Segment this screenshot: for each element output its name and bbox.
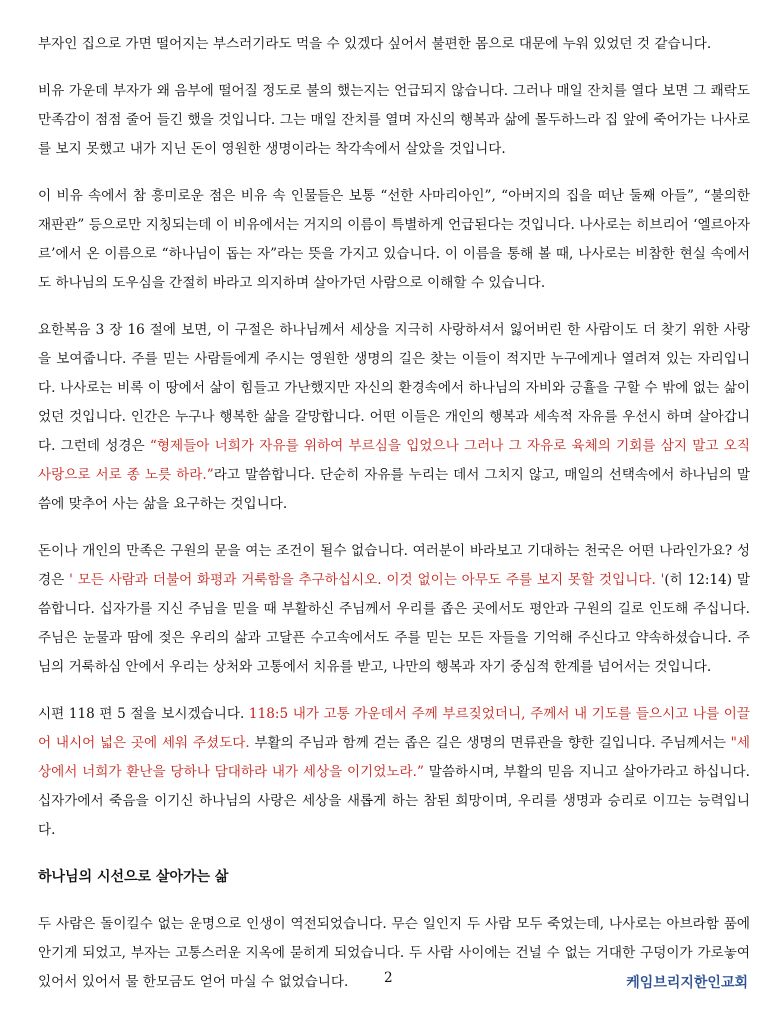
paragraph-text: 이 비유 속에서 참 흥미로운 점은 비유 속 인물들은 보통 “선한 사마리아인”, “아버지의 집을 떠난 둘째 아들”, “불의한 재판관” 등으로만 지칭되는데 이 비유에서는 거지의 이름이 특별하게 언급된다는 것입니다. 나사로는 히브리어 ‘엘르아자르’에서 온 이름으로 “하나님이 돕는 자”라는 뜻을 가지고 있습니다. 이 이름을 통해 볼 때, 나사로는 비참한 현실 속에서도 하나님의 도우심을 간절히 바라고 의지하며 살아가던 사람으로 이해할 수 있습니다.	[38, 188, 750, 291]
paragraph-text: 비유 가운데 부자가 왜 음부에 떨어질 정도로 불의 했는지는 언급되지 않습니다. 그러나 매일 잔치를 열다 보면 그 쾌락도 만족감이 점점 줄어 들긴 했을 것입니다. 그는 매일 잔치를 열며 자신의 행복과 삶에 몰두하느라 집 앞에 죽어가는 나사로를 보지 못했고 내가 지닌 돈이 영원한 생명이라는 착각속에서 살았을 것입니다.	[38, 83, 750, 157]
paragraph-2	[38, 77, 750, 164]
paragraph-text: 요한복음 3 장 16 절에 보면, 이 구절은 하나님께서 세상을 지극히 사랑하셔서 잃어버린 한 사람이도 더 찾기 위한 사랑을 보여줍니다. 주를 믿는 사람들에게 주시는 영원한 생명의 길은 찾는 이들이 적지만 누구에게나 열려져 있는 자리입니다. 나사로는 비록 이 땅에서 삶이 힘들고 가난했지만 자신의 환경속에서 하나님의 자비와 긍휼을 구할 수 밖에 없는 삶이었던 것입니다. 인간은 누구나 행복한 삶을 갈망합니다. 어떤 이들은 개인의 행복과 세속적 자유를 우선시 하며 살아갑니다. 그런데 성경은	[38, 322, 750, 454]
paragraph-text: 돈이나 개인의 만족은 구원의 문을 여는 조건이 될수 없습니다. 여러분이 바라보고 기대하는 천국은 어떤 나라인가요? 성경은	[38, 543, 750, 588]
paragraph-text: 말씀하시며, 부활의 믿음 지니고 살아가라고 하십니다. 십자가에서 죽음을 이기신 하나님의 사랑은 세상을 새롭게 하는 참된 희망이며, 우리를 생명과 승리로 이끄는 능력입니다.	[38, 764, 750, 838]
scripture-quote: ' 모든 사람과 더불어 화평과 거룩함을 추구하십시오. 이것 없이는 아무도 주를 보지 못할 것입니다. '	[69, 572, 665, 588]
paragraph-5	[38, 537, 750, 682]
paragraph-text: (히 12:14) 말씀합니다. 십자가를 지신 주님을 믿을 때 부활하신 주님께서 우리를 좁은 곳에서도 평안과 구원의 길로 인도해 주십니다. 주님은 눈물과 땀에 젖은 우리의 삶과 고달픈 수고속에서도 주를 믿는 모든 자들을 기억해 주신다고 약속하셨습니다. 주님의 거룩하심 안에서 우리는 상처와 고통에서 치유를 받고, 나만의 행복과 자기 중심적 한계를 넘어서는 것입니다.	[38, 572, 750, 675]
scripture-quote: "세상에서 너희가 환난을 당하나 담대하라 내가 세상을 이기었노라.”	[38, 735, 750, 780]
scripture-quote: “형제들아 너희가 자유를 위하여 부르심을 입었으나 그러나 그 자유로 육체의 기회를 삼지 말고 오직 사랑으로 서로 종 노릇 하라.”	[38, 438, 750, 483]
document-page	[38, 30, 750, 1015]
paragraph-1	[38, 30, 750, 59]
page-footer	[0, 970, 784, 1000]
paragraph-text: 라고 말씀합니다. 단순히 자유를 누리는 데서 그치지 않고, 매일의 선택속에서 하나님의 말씀에 맞추어 사는 삶을 요구하는 것입니다.	[38, 467, 750, 512]
paragraph-text: 부자인 집으로 가면 떨어지는 부스러기라도 먹을 수 있겠다 싶어서 불편한 몸으로 대문에 누워 있었던 것 같습니다.	[38, 36, 712, 52]
church-name: 케임브리지한인교회	[626, 975, 748, 991]
paragraph-3	[38, 182, 750, 298]
scripture-quote: 118:5 내가 고통 가운데서 주께 부르짖었더니, 주께서 내 기도를 들으시고 나를 이끌어 내시어 넓은 곳에 세워 주셨도다.	[38, 706, 750, 751]
paragraph-text: 부활의 주님과 함께 걷는 좁은 길은 생명의 면류관을 향한 길입니다. 주님께서는	[249, 735, 731, 751]
paragraph-text: 두 사람은 돌이킬수 없는 운명으로 인생이 역전되었습니다. 무슨 일인지 두 사람 모두 죽었는데, 나사로는 아브라함 품에 안기게 되었고, 부자는 고통스러운 지옥에 묻히게 되었습니다. 두 사람 사이에는 건널 수 없는 거대한 구덩이가 가로놓여 있어서 있어서 물 한모금도 얻어 마실 수 없었습니다.	[38, 916, 750, 990]
paragraph-4	[38, 316, 750, 519]
page-number: 2	[384, 970, 393, 986]
section-heading: 하나님의 시선으로 살아가는 삶	[38, 869, 229, 885]
paragraph-text: 시편 118 편 5 절을 보시겠습니다.	[38, 706, 249, 722]
paragraph-6	[38, 700, 750, 845]
